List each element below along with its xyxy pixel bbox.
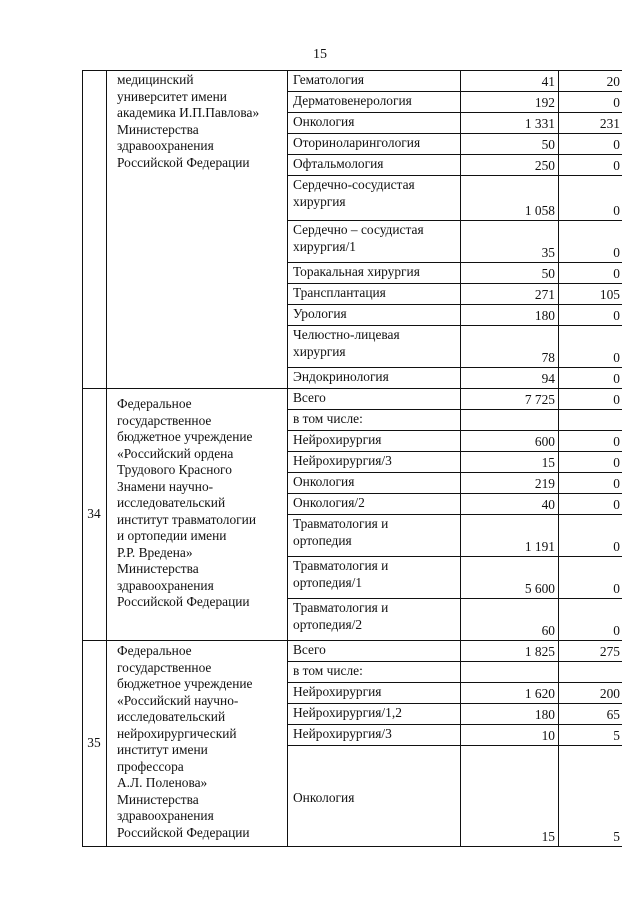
value-cell: 78 [541, 350, 555, 365]
row-label: в том числе: [293, 663, 363, 678]
value-cell: 0 [613, 350, 620, 365]
row-label: Нейрохирургия [293, 432, 382, 447]
value-cell: 15 [541, 829, 555, 844]
value-cell: 41 [541, 74, 555, 89]
value-cell: 180 [534, 308, 555, 323]
row-divider [287, 154, 622, 155]
value-cell: 0 [613, 497, 620, 512]
row-label: Трансплантация [293, 285, 386, 300]
document-table [82, 70, 622, 846]
table-bottom-border [82, 846, 622, 847]
value-cell: 250 [534, 158, 555, 173]
row-divider [287, 70, 622, 71]
row-label: Нейрохирургия/3 [293, 453, 392, 468]
value-cell: 0 [613, 158, 620, 173]
value-cell: 275 [599, 644, 620, 659]
value-cell: 10 [541, 728, 555, 743]
value-cell: 5 [613, 728, 620, 743]
value-cell: 50 [541, 137, 555, 152]
row-divider [287, 112, 622, 113]
value-cell: 0 [613, 308, 620, 323]
value-cell: 271 [534, 287, 555, 302]
value-cell: 0 [613, 245, 620, 260]
value-cell: 200 [599, 686, 620, 701]
organization-name: медицинский университет имени академика И.П.Павлова» Министерства здравоохранения Российской Федерации [117, 72, 260, 170]
block-separator [82, 640, 622, 641]
value-cell: 1 058 [524, 203, 555, 218]
block-separator [82, 388, 622, 389]
row-divider [287, 367, 622, 368]
row-label: Онкология [293, 474, 355, 489]
row-divider [287, 598, 622, 599]
value-cell: 15 [541, 455, 555, 470]
value-cell: 0 [613, 371, 620, 386]
row-divider [287, 409, 622, 410]
value-cell: 1 331 [524, 116, 555, 131]
value-cell: 20 [606, 74, 620, 89]
row-label: Торакальная хирургия [293, 264, 420, 279]
page-number: 15 [313, 47, 327, 62]
row-divider [287, 175, 622, 176]
row-divider [287, 703, 622, 704]
value-cell: 60 [541, 623, 555, 638]
row-divider [287, 745, 622, 746]
value-cell: 5 600 [524, 581, 555, 596]
row-label: Нейрохирургия [293, 684, 382, 699]
row-divider [287, 661, 622, 662]
row-label: Нейрохирургия/3 [293, 726, 392, 741]
row-label: Гематология [293, 72, 365, 87]
value-cell: 40 [541, 497, 555, 512]
table-left-border [82, 70, 83, 846]
row-divider [287, 325, 622, 326]
value-cell: 231 [599, 116, 620, 131]
value-cell: 94 [541, 371, 555, 386]
value-cell: 1 825 [524, 644, 555, 659]
row-divider [287, 220, 622, 221]
value-cell: 0 [613, 623, 620, 638]
row-label: Травматология и ортопедия/2 [293, 600, 389, 632]
row-divider [287, 451, 622, 452]
value-cell: 0 [613, 539, 620, 554]
row-divider [287, 514, 622, 515]
value-cell: 219 [534, 476, 555, 491]
value-cell: 180 [534, 707, 555, 722]
row-label: Травматология и ортопедия [293, 516, 389, 548]
name-column-divider [287, 70, 288, 846]
row-divider [287, 430, 622, 431]
row-divider [287, 472, 622, 473]
row-label: Оториноларингология [293, 135, 421, 150]
row-number: 35 [87, 735, 101, 750]
row-divider [287, 133, 622, 134]
row-divider [287, 283, 622, 284]
row-label: Онкология [293, 789, 355, 805]
value-cell: 0 [613, 455, 620, 470]
value-cell: 105 [599, 287, 620, 302]
row-divider [287, 682, 622, 683]
value-cell: 0 [613, 203, 620, 218]
value-cell: 0 [613, 581, 620, 596]
row-divider [287, 493, 622, 494]
value-cell: 0 [613, 266, 620, 281]
value-cell: 0 [613, 476, 620, 491]
row-label: Нейрохирургия/1,2 [293, 705, 402, 720]
value-cell: 50 [541, 266, 555, 281]
organization-name: Федеральное государственное бюджетное учреждение «Российский ордена Трудового Красного Знамени научно- исследовательский институт травматологии и ортопедии имени Р.Р. Вредена» Министерства здравоохранения Российской Федерации [117, 396, 256, 609]
row-divider [287, 556, 622, 557]
value-cell: 0 [613, 434, 620, 449]
value-cell: 1 620 [524, 686, 555, 701]
value-cell: 600 [534, 434, 555, 449]
row-divider [287, 724, 622, 725]
row-label: Челюстно-лицевая хирургия [293, 327, 400, 359]
row-label: в том числе: [293, 411, 363, 426]
row-label: Онкология [293, 114, 355, 129]
org-column-divider [106, 70, 107, 846]
row-label: Травматология и ортопедия/1 [293, 558, 389, 590]
row-label: Дерматовенерология [293, 93, 412, 108]
value-cell: 7 725 [524, 392, 555, 407]
row-label: Онкология/2 [293, 495, 365, 510]
row-label: Всего [293, 390, 326, 405]
value-cell: 0 [613, 95, 620, 110]
row-divider [287, 91, 622, 92]
row-label: Сердечно – сосудистая хирургия/1 [293, 222, 424, 254]
value-cell: 5 [613, 829, 620, 844]
row-divider [287, 304, 622, 305]
organization-name: Федеральное государственное бюджетное учреждение «Российский научно- исследовательский нейрохирургический институт имени профессора А.Л. Поленова» Министерства здравоохранения Российской Федерации [117, 643, 253, 840]
row-label: Эндокринология [293, 369, 389, 384]
row-label: Офтальмология [293, 156, 384, 171]
value-cell: 0 [613, 392, 620, 407]
value-cell: 1 191 [524, 539, 555, 554]
value-cell: 35 [541, 245, 555, 260]
row-divider [287, 262, 622, 263]
row-label: Урология [293, 306, 347, 321]
value-cell: 0 [613, 137, 620, 152]
row-number: 34 [87, 506, 101, 521]
value-cell: 192 [534, 95, 555, 110]
row-label: Всего [293, 642, 326, 657]
value-cell: 65 [606, 707, 620, 722]
row-label: Сердечно-сосудистая хирургия [293, 177, 415, 209]
